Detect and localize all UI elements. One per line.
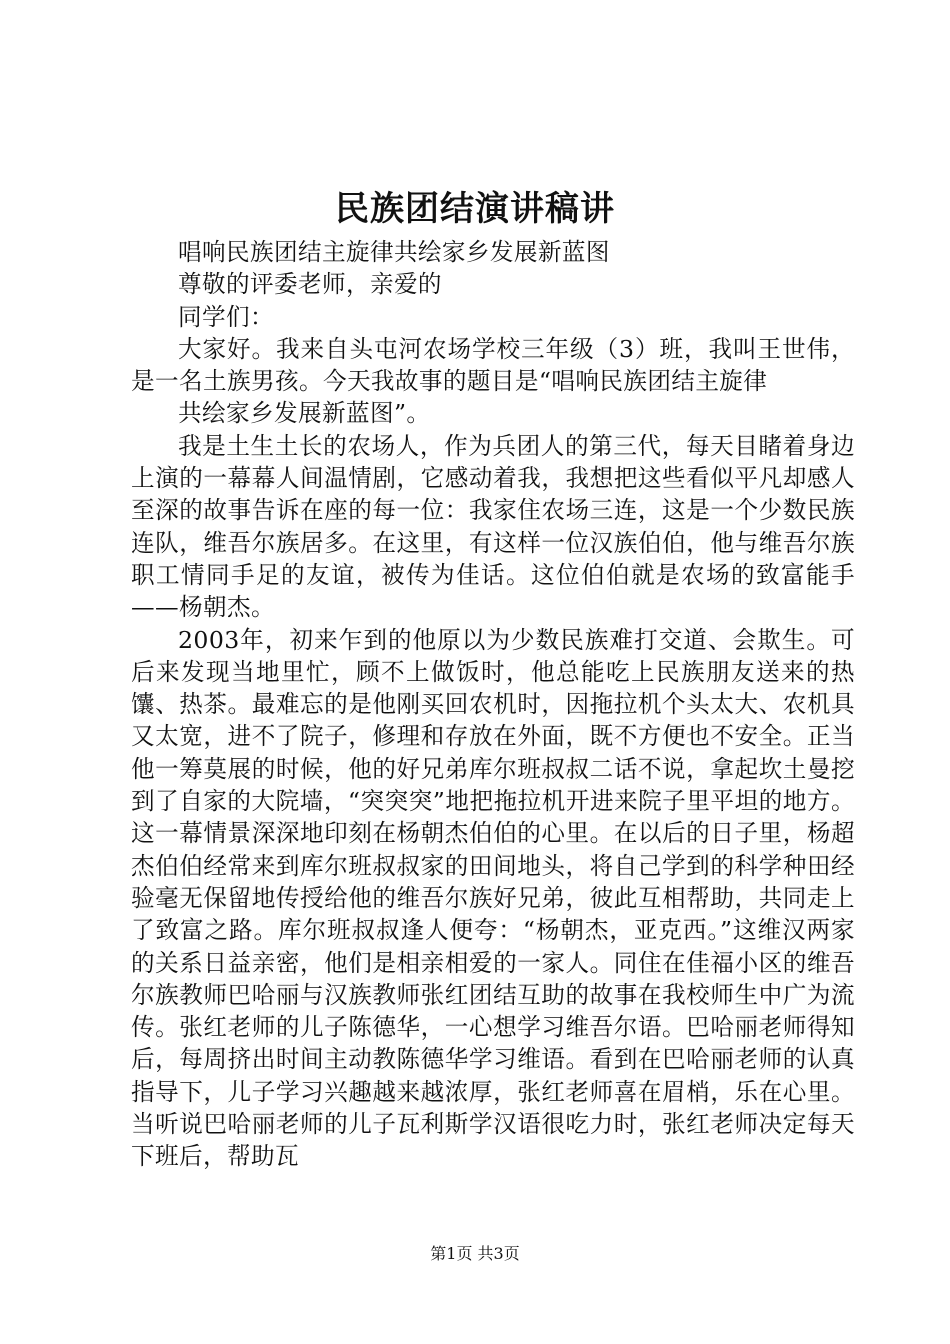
document-title: 民族团结演讲稿讲 [335, 189, 615, 229]
body-paragraph: 我是土生土长的农场人，作为兵团人的第三代，每天目睹着身边上演的一幕幕人间温情剧，它感动着我，我想把这些看似平凡却感人至深的故事告诉在座的每一位：我家住农场三连，这是一个少数民族连队，维吾尔族居多。在这里，有这样一位汉族伯伯，他与维吾尔族职工情同手足的友谊，被传为佳话。这位伯伯就是农场的致富能手——杨朝杰。 [131, 431, 855, 622]
subtitle-paragraph: 唱响民族团结主旋律共绘家乡发展新蓝图 [178, 238, 610, 266]
document-body [131, 236, 855, 1173]
page-footer: 第1页 共3页 [430, 1244, 520, 1263]
salutation-paragraph: 尊敬的评委老师，亲爱的 [178, 270, 442, 299]
salutation-continued: 同学们： [178, 302, 274, 331]
body-paragraph: 2003年，初来乍到的他原以为少数民族难打交道、会欺生。可后来发现当地里忙，顾不上做饭时，他总能吃上民族朋友送来的热馕、热茶。最难忘的是他刚买回农机时，因拖拉机个头太大、农机具又太宽，进不了院子，修理和存放在外面，既不方便也不安全。正当他一筹莫展的时候，他的好兄弟库尔班叔叔二话不说，拿起坎土曼挖到了自家的大院墙，“突突突”地把拖拉机开进来院子里平坦的地方。这一幕情景深深地印刻在杨朝杰伯伯的心里。在以后的日子里，杨超杰伯伯经常来到库尔班叔叔家的田间地头，将自己学到的科学种田经验毫无保留地传授给他的维吾尔族好兄弟，彼此互相帮助，共同走上了致富之路。库尔班叔叔逢人便夸：“杨朝杰，亚克西。”这维汉两家的关系日益亲密，他们是相亲相爱的一家人。同住在佳福小区的维吾尔族教师巴哈丽与汉族教师张红团结互助的故事在我校师生中广为流传。张红老师的儿子陈德华，一心想学习维吾尔语。巴哈丽老师得知后，每周挤出时间主动教陈德华学习维语。看到在巴哈丽老师的认真指导下，儿子学习兴趣越来越浓厚，张红老师喜在眉梢，乐在心里。当听说巴哈丽老师的儿子瓦利斯学汉语很吃力时，张红老师决定每天下班后，帮助瓦 [131, 625, 855, 1171]
topic-continued: 共绘家乡发展新蓝图”。 [178, 399, 431, 428]
intro-paragraph: 大家好。我来自头屯河农场学校三年级（3）班，我叫王世伟，是一名土族男孩。今天我故事的题目是“唱响民族团结主旋律 [131, 334, 855, 396]
